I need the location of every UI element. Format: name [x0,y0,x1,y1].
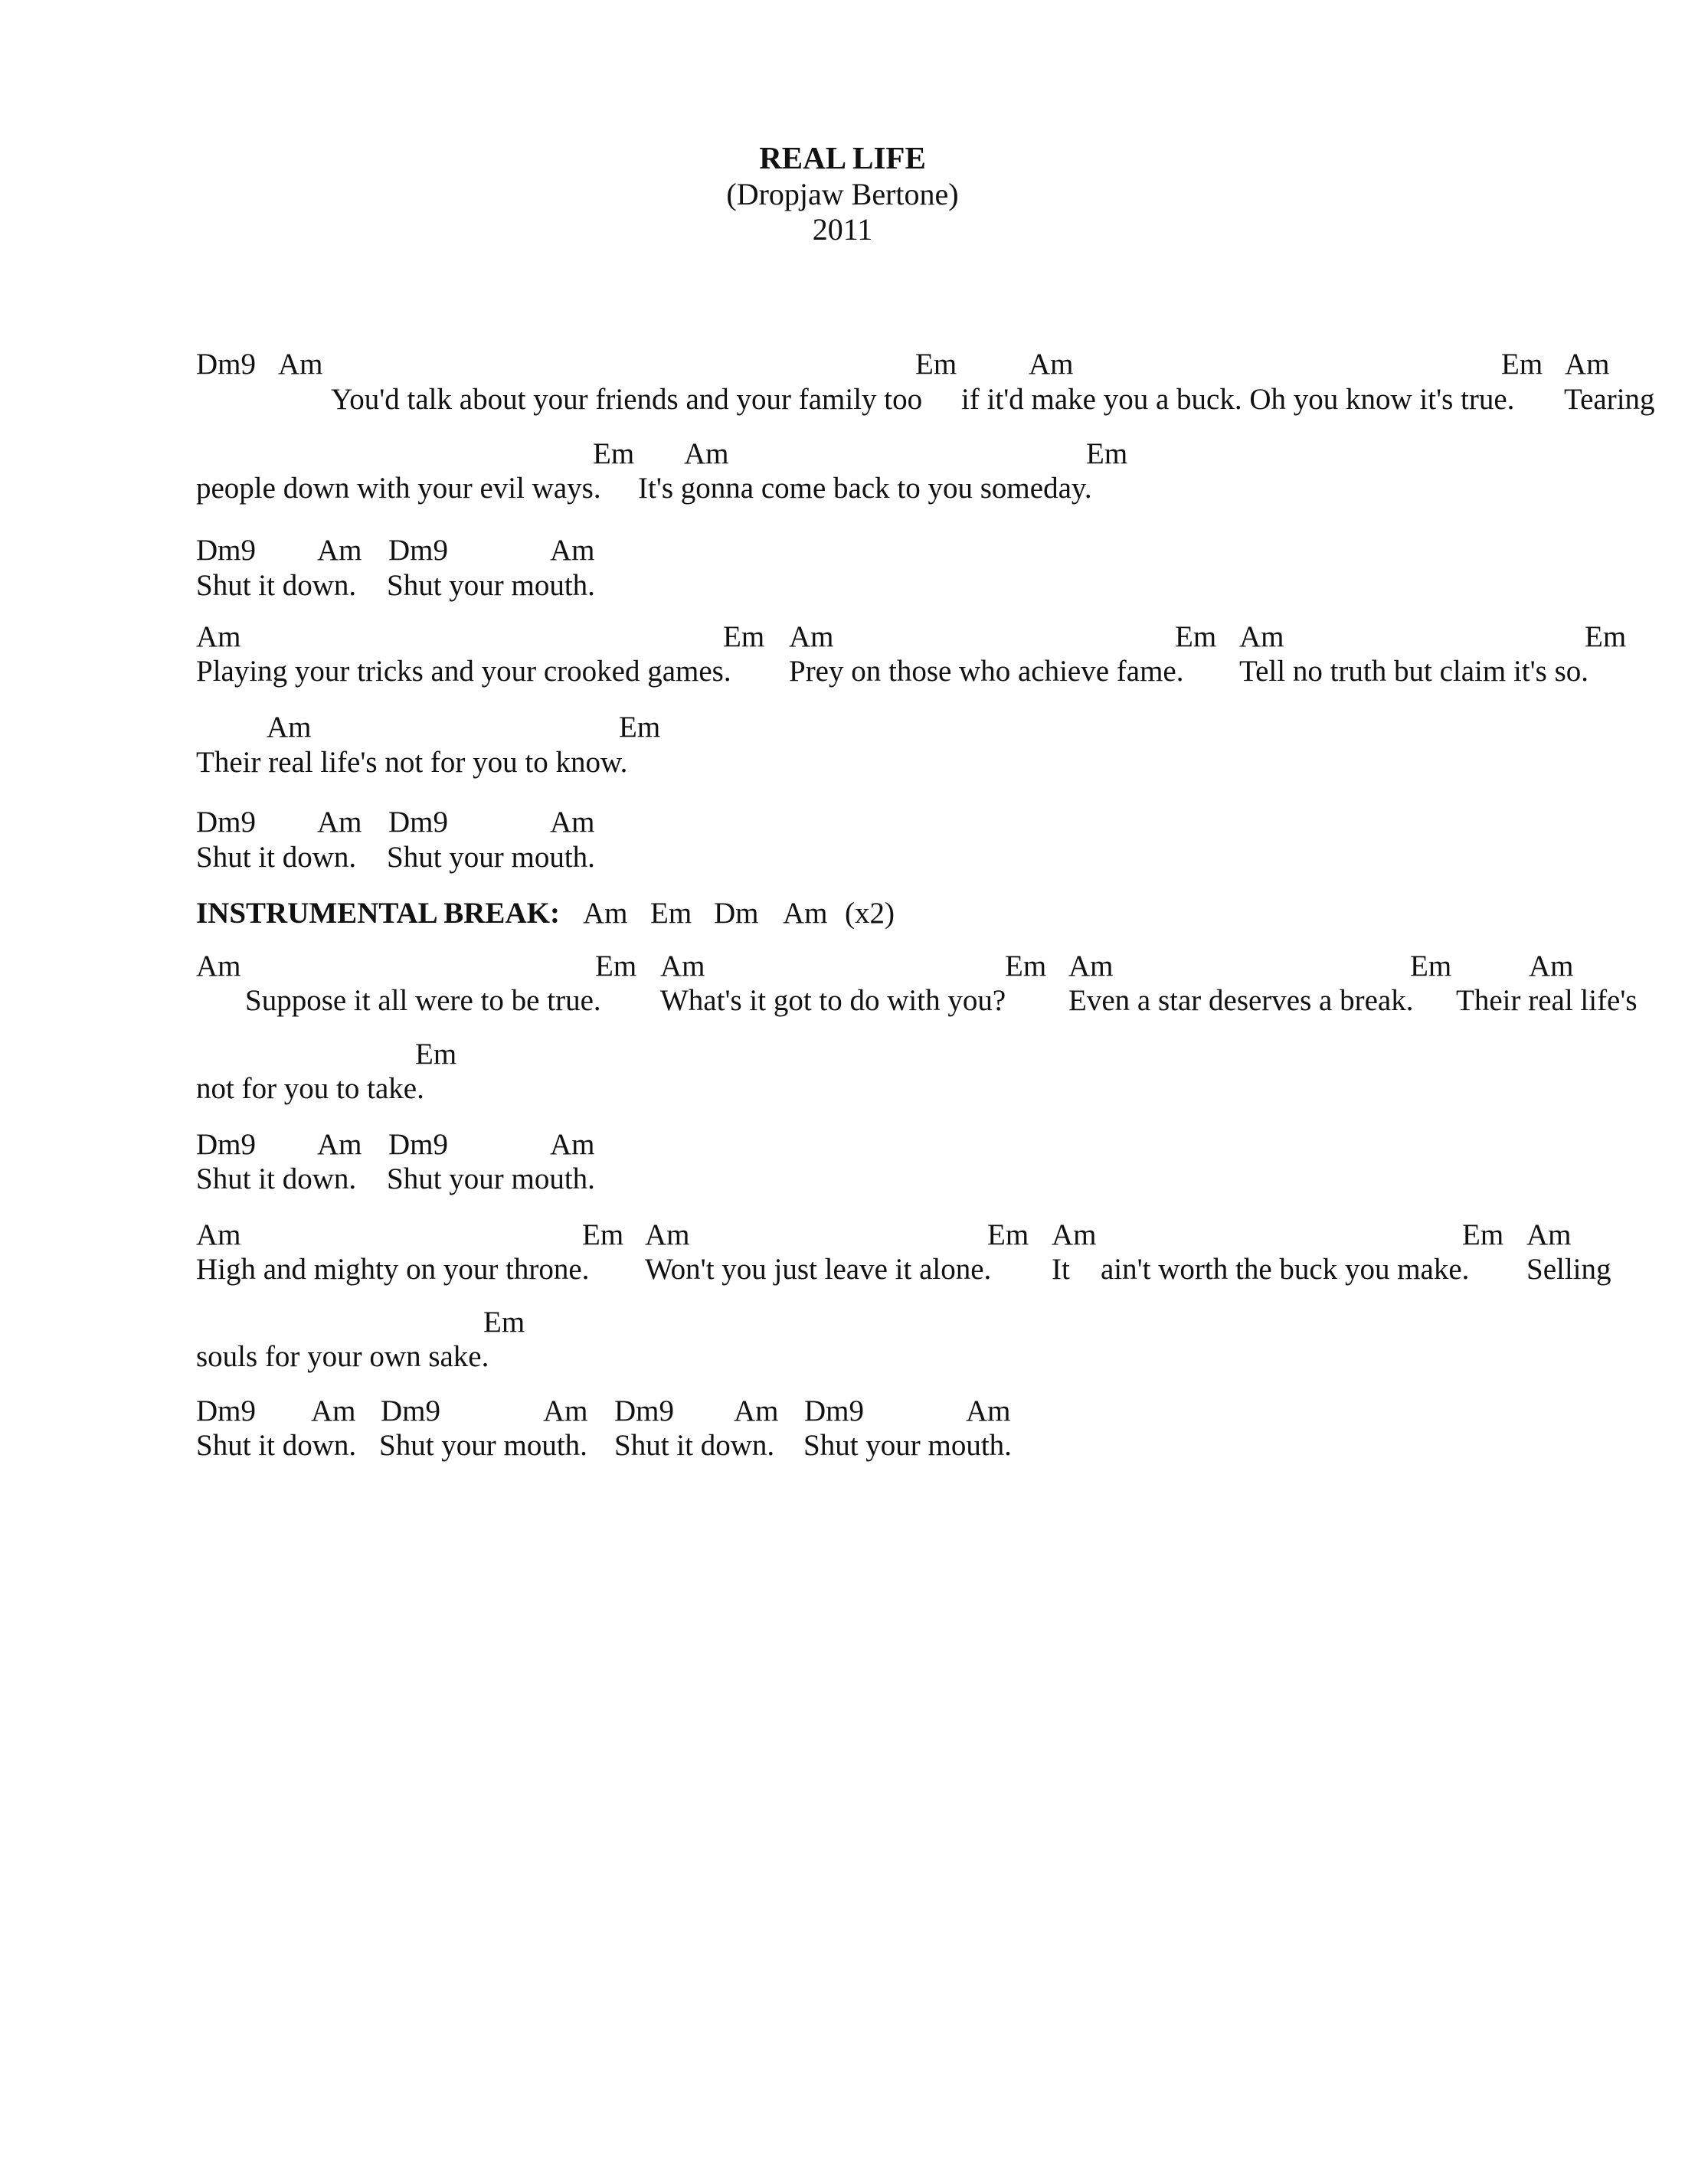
chord: Am [1029,348,1074,381]
song-artist: (Dropjaw Bertone) [726,177,959,211]
chord: Am [317,1128,362,1161]
chord: Am [1239,620,1284,653]
lyric-text: Shut it down. [196,569,357,602]
chord: Dm9 [381,1394,440,1427]
lyric-text: Tearing [1564,383,1655,416]
chord: Am [196,620,241,653]
chord: Em [619,711,661,744]
chord: Em [483,1306,525,1339]
lyric-text: people down with your evil ways. [196,472,601,505]
chord: Am [317,534,362,567]
lyric-text: Shut your mouth. [387,1162,595,1195]
chord: Dm9 [196,348,256,381]
chord: Am [1052,1218,1097,1251]
lyric-text: not for you to take. [196,1072,424,1105]
lyric-text: Shut it down. [196,841,357,874]
lyric-text: What's it got to do with you? [660,984,1006,1017]
chord: Am [789,620,834,653]
chord: Em [1462,1218,1504,1251]
chord: Em [582,1218,624,1251]
song-year: 2011 [812,212,873,247]
lyric-text: Shut it down. [196,1162,357,1195]
chord: Dm9 [196,534,256,567]
lyric-text: Shut it down. [614,1429,775,1462]
chord: Em [987,1218,1029,1251]
chord: Am [267,711,312,744]
chord: Am [196,1218,241,1251]
lyric-text: souls for your own sake. [196,1340,489,1373]
section-label: INSTRUMENTAL BREAK: [196,897,560,930]
chord: Am [1565,348,1610,381]
lyric-text: Shut it down. [196,1429,357,1462]
chord: Dm9 [388,806,448,839]
lyric-text: Shut your mouth. [803,1429,1012,1462]
chord: Am [1529,950,1574,982]
lyric-text: It [1052,1253,1070,1286]
song-title: REAL LIFE [759,140,926,175]
lyric-text: Their real life's [1456,984,1638,1017]
chord: Dm9 [388,534,448,567]
lyric-text: You'd talk about your friends and your family too [331,383,923,416]
chord: Dm [714,897,759,930]
chord: Am [1526,1218,1572,1251]
lyric-text: Prey on those who achieve fame. [789,655,1184,688]
chord: Dm9 [614,1394,674,1427]
chord: Dm9 [196,1128,256,1161]
chord: Em [1410,950,1452,982]
chord: Em [595,950,637,982]
chord: Em [593,437,635,470]
lyric-text: Tell no truth but claim it's so. [1239,655,1589,688]
chord: Am [583,897,628,930]
lyric-text: Their real life's not for you to know. [196,746,628,779]
chord: Em [915,348,957,381]
chord: Dm9 [196,806,256,839]
chord: Am [550,1128,595,1161]
chord: Em [1501,348,1543,381]
chord: Am [196,950,241,982]
lyric-text: Suppose it all were to be true. [245,984,601,1017]
chord: Am [311,1394,356,1427]
chord: Am [684,437,729,470]
lyric-text: Shut your mouth. [387,569,595,602]
chord: Em [650,897,692,930]
lyric-text: ain't worth the buck you make. [1101,1253,1470,1286]
chord: Am [966,1394,1011,1427]
chord: Dm9 [388,1128,448,1161]
chord: Am [1068,950,1114,982]
chord: Am [734,1394,779,1427]
chord: Am [317,806,362,839]
chord: Em [723,620,765,653]
chord: Em [1175,620,1217,653]
chord: Am [783,897,828,930]
chord: Em [415,1038,457,1071]
chord: Dm9 [804,1394,864,1427]
chord: Em [1005,950,1047,982]
lyric-text: Playing your tricks and your crooked games. [196,655,731,688]
chord: Dm9 [196,1394,256,1427]
chord: Em [1086,437,1128,470]
lyric-text: Shut your mouth. [379,1429,587,1462]
lyric-text: Won't you just leave it alone. [645,1253,992,1286]
lyric-text: Selling [1526,1253,1611,1286]
repeat-marker: (x2) [845,897,895,930]
lyric-text: if it'd make you a buck. Oh you know it's true. [961,383,1515,416]
chord: Am [550,534,595,567]
lyric-text: High and mighty on your throne. [196,1253,590,1286]
chord: Em [1585,620,1627,653]
lyric-text: Even a star deserves a break. [1068,984,1414,1017]
chord: Am [278,348,323,381]
chord: Am [660,950,705,982]
chord: Am [550,806,595,839]
lyric-text: It's gonna come back to you someday. [638,472,1092,505]
chord: Am [543,1394,588,1427]
chord: Am [645,1218,690,1251]
lyric-text: Shut your mouth. [387,841,595,874]
